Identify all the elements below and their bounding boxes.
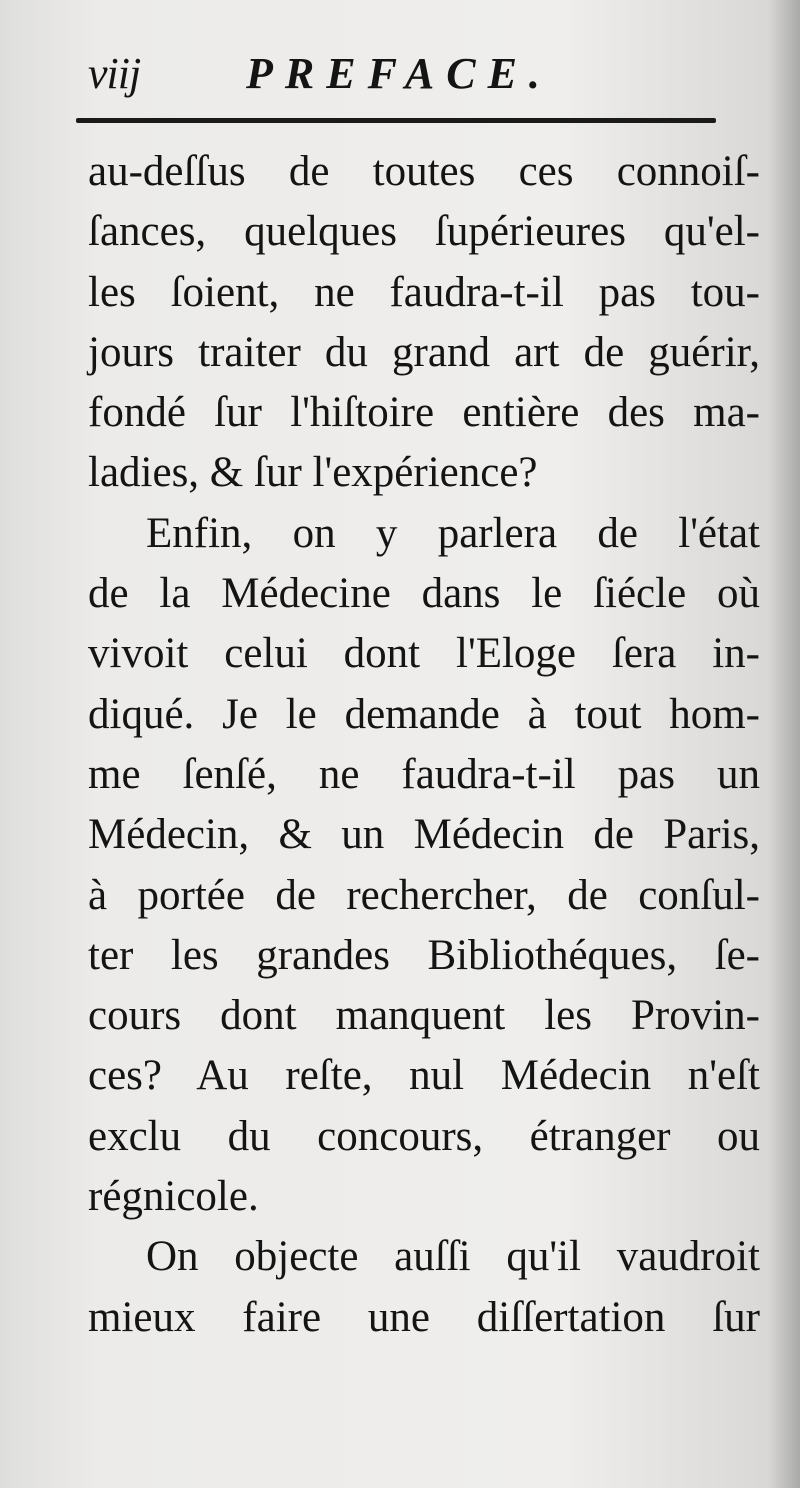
page-header (88, 44, 728, 104)
text-line: jours traiter du grand art de guérir, (88, 328, 760, 376)
body-text (88, 142, 760, 1348)
text-line: de la Médecine dans le ſiécle où (88, 570, 760, 618)
text-line: exclu du concours, étranger ou (88, 1112, 760, 1160)
text-line: vivoit celui dont l'Eloge ſera in- (88, 630, 760, 678)
text-line: me ſenſé, ne faudra-t-il pas un (88, 750, 760, 798)
text-line: ces? Au reſte, nul Médecin n'eſt (88, 1052, 760, 1100)
text-line: mieux faire une diſſertation ſur (88, 1293, 760, 1341)
header-rule (76, 118, 716, 123)
running-title: PREFACE. (246, 49, 552, 98)
text-line: On objecte auſſi qu'il vaudroit (146, 1233, 760, 1281)
text-line: ſances, quelques ſupérieures qu'el- (88, 208, 760, 256)
text-line: régnicole. (88, 1173, 259, 1221)
text-line: ter les grandes Bibliothéques, ſe- (88, 931, 760, 979)
text-line: ladies, & ſur l'expérience? (88, 449, 538, 497)
text-line: fondé ſur l'hiſtoire entière des ma- (88, 389, 760, 437)
text-line: à portée de rechercher, de conſul- (88, 871, 760, 919)
page-number: viij (88, 49, 141, 98)
text-line: diqué. Je le demande à tout hom- (88, 690, 760, 738)
text-line: les ſoient, ne faudra-t-il pas tou- (88, 268, 760, 316)
text-line: Médecin, & un Médecin de Paris, (88, 811, 760, 859)
text-line: au-deſſus de toutes ces connoiſ- (88, 148, 760, 195)
text-line: cours dont manquent les Provin- (88, 992, 760, 1040)
text-line: Enfin, on y parlera de l'état (146, 509, 760, 557)
